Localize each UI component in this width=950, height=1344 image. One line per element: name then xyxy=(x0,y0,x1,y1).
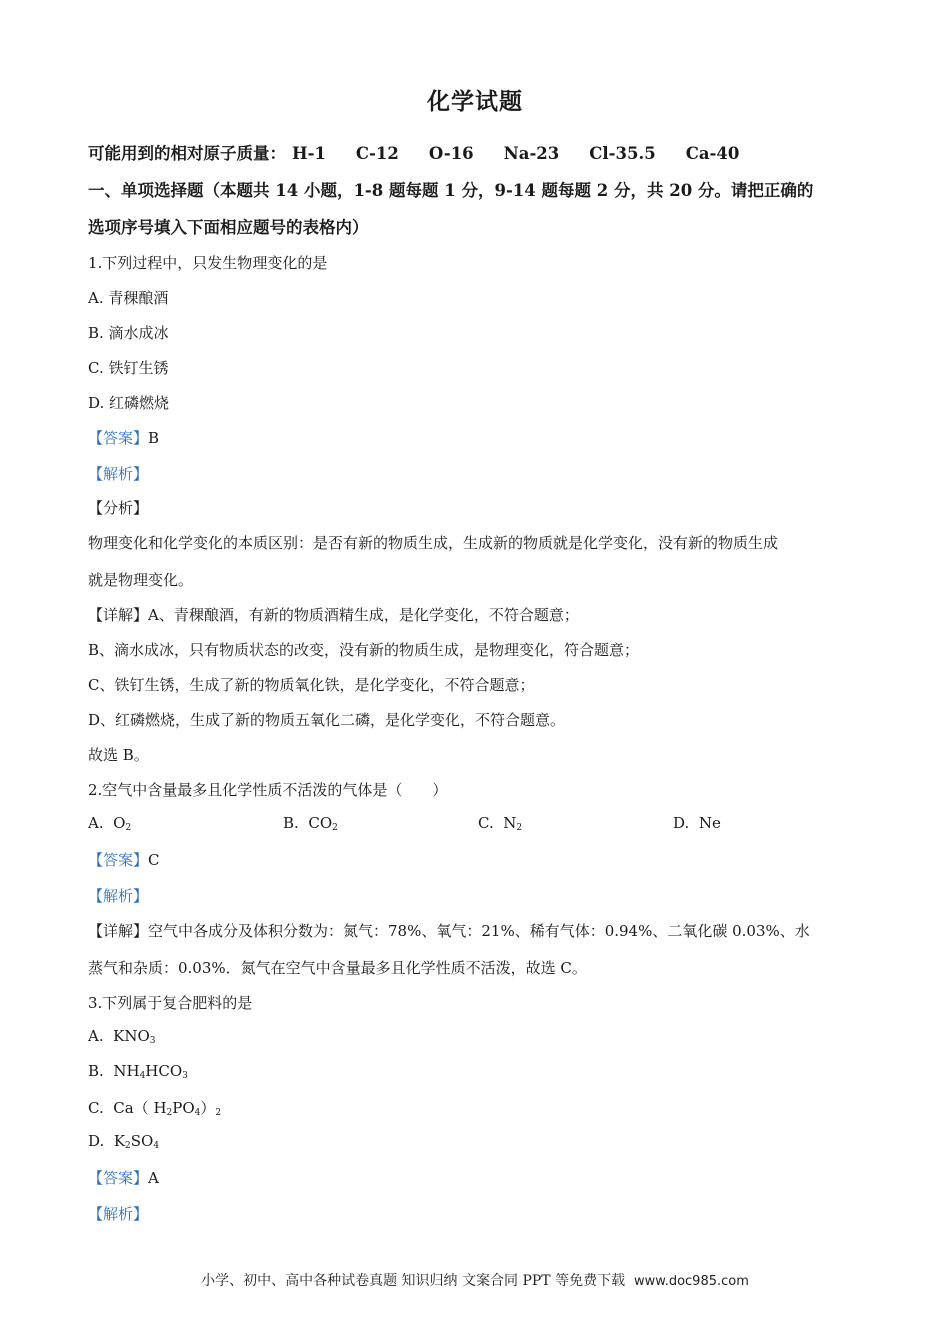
question-1-stem: 1.下列过程中，只发生物理变化的是 xyxy=(88,254,328,272)
q1-fenxi-tag: 【分析】 xyxy=(88,499,149,517)
q2-detail-line-1 xyxy=(88,920,810,941)
q3-option-d: D. $K_2SO_4$ xyxy=(88,1132,160,1151)
q2-detail-2: 蒸气和杂质：0.03%．氮气在空气中含量最多且化学性质不活泼，故选 C。 xyxy=(88,959,587,977)
q1-fenxi-text-2: 就是物理变化。 xyxy=(88,571,194,589)
q3-option-c: C. Ca（ $H_2PO_4)_2$ xyxy=(88,1099,222,1118)
q2-option-c: C. $N_2$ xyxy=(478,814,523,833)
q1-conclusion: 故选 B。 xyxy=(88,746,149,764)
q1-option-c: C. 铁钉生锈 xyxy=(88,359,169,377)
q1-answer: B xyxy=(148,429,160,447)
footer-url[interactable]: www.doc985.com xyxy=(633,1274,749,1289)
mass-item: Na-23 xyxy=(503,144,560,163)
section-heading-line2: 选项序号填入下面相应题号的表格内） xyxy=(88,218,369,237)
q2-answer-line xyxy=(88,849,160,870)
answer-tag: 【答案】 xyxy=(88,429,149,447)
q2-answer: C xyxy=(148,851,160,869)
q3-jiexi-tag: 【解析】 xyxy=(88,1205,149,1223)
q1-detail-d: D、红磷燃烧，生成了新的物质五氧化二磷，是化学变化，不符合题意。 xyxy=(88,711,566,729)
q2-jiexi-tag: 【解析】 xyxy=(88,887,149,905)
q2-option-b: B. $CO_2$ xyxy=(283,814,338,833)
mass-item: Cl-35.5 xyxy=(589,144,656,163)
question-3-stem: 3.下列属于复合肥料的是 xyxy=(88,994,253,1012)
page-footer xyxy=(0,1270,950,1290)
answer-tag: 【答案】 xyxy=(88,1169,149,1187)
q1-option-d: D. 红磷燃烧 xyxy=(88,394,170,412)
detail-tag: 【详解】 xyxy=(88,606,149,624)
q3-option-b: B. $NH_4HCO_3$ xyxy=(88,1062,188,1081)
answer-tag: 【答案】 xyxy=(88,851,149,869)
section-heading-line1: 一、单项选择题（本题共 14 小题，1-8 题每题 1 分，9-14 题每题 2 分，共 20 分。请把正确的 xyxy=(88,181,814,200)
question-2-stem: 2.空气中含量最多且化学性质不活泼的气体是（ ） xyxy=(88,781,448,799)
q1-option-a: A. 青稞酿酒 xyxy=(88,289,169,307)
q1-detail-a: A、青稞酿酒，有新的物质酒精生成，是化学变化，不符合题意； xyxy=(148,606,579,624)
mass-item: H-1 xyxy=(292,144,326,163)
footer-text: 小学、初中、高中各种试卷真题 知识归纳 文案合同 PPT 等免费下载 xyxy=(201,1273,626,1289)
mass-item: Ca-40 xyxy=(685,144,740,163)
mass-item: O-16 xyxy=(428,144,474,163)
q1-jiexi-tag: 【解析】 xyxy=(88,465,149,483)
detail-tag: 【详解】 xyxy=(88,922,149,940)
atomic-mass-lead: 可能用到的相对原子质量： xyxy=(88,144,286,163)
q2-option-d: D. Ne xyxy=(673,814,721,832)
atomic-mass-line xyxy=(88,140,769,164)
page-title: 化学试题 xyxy=(427,88,523,115)
q1-detail-a-line xyxy=(88,604,579,625)
q3-answer-line xyxy=(88,1167,159,1188)
q3-answer: A xyxy=(148,1169,159,1187)
q2-options-row xyxy=(88,814,868,833)
q2-detail-1: 空气中各成分及体积分数为：氮气：78%、氧气：21%、稀有气体：0.94%、二氧化碳 0.03%、水 xyxy=(148,922,810,940)
q1-detail-c: C、铁钉生锈，生成了新的物质氧化铁，是化学变化，不符合题意； xyxy=(88,676,535,694)
q1-detail-b: B、滴水成冰，只有物质状态的改变，没有新的物质生成，是物理变化，符合题意； xyxy=(88,641,640,659)
q1-option-b: B. 滴水成冰 xyxy=(88,324,169,342)
q3-option-a: A. $KNO_3$ xyxy=(88,1027,156,1046)
q2-option-a: A. $O_2$ xyxy=(88,814,132,833)
mass-item: C-12 xyxy=(355,144,399,163)
q1-answer-line xyxy=(88,427,159,448)
q1-fenxi-text-1: 物理变化和化学变化的本质区别：是否有新的物质生成，生成新的物质就是化学变化，没有新的物质生成 xyxy=(88,534,779,552)
